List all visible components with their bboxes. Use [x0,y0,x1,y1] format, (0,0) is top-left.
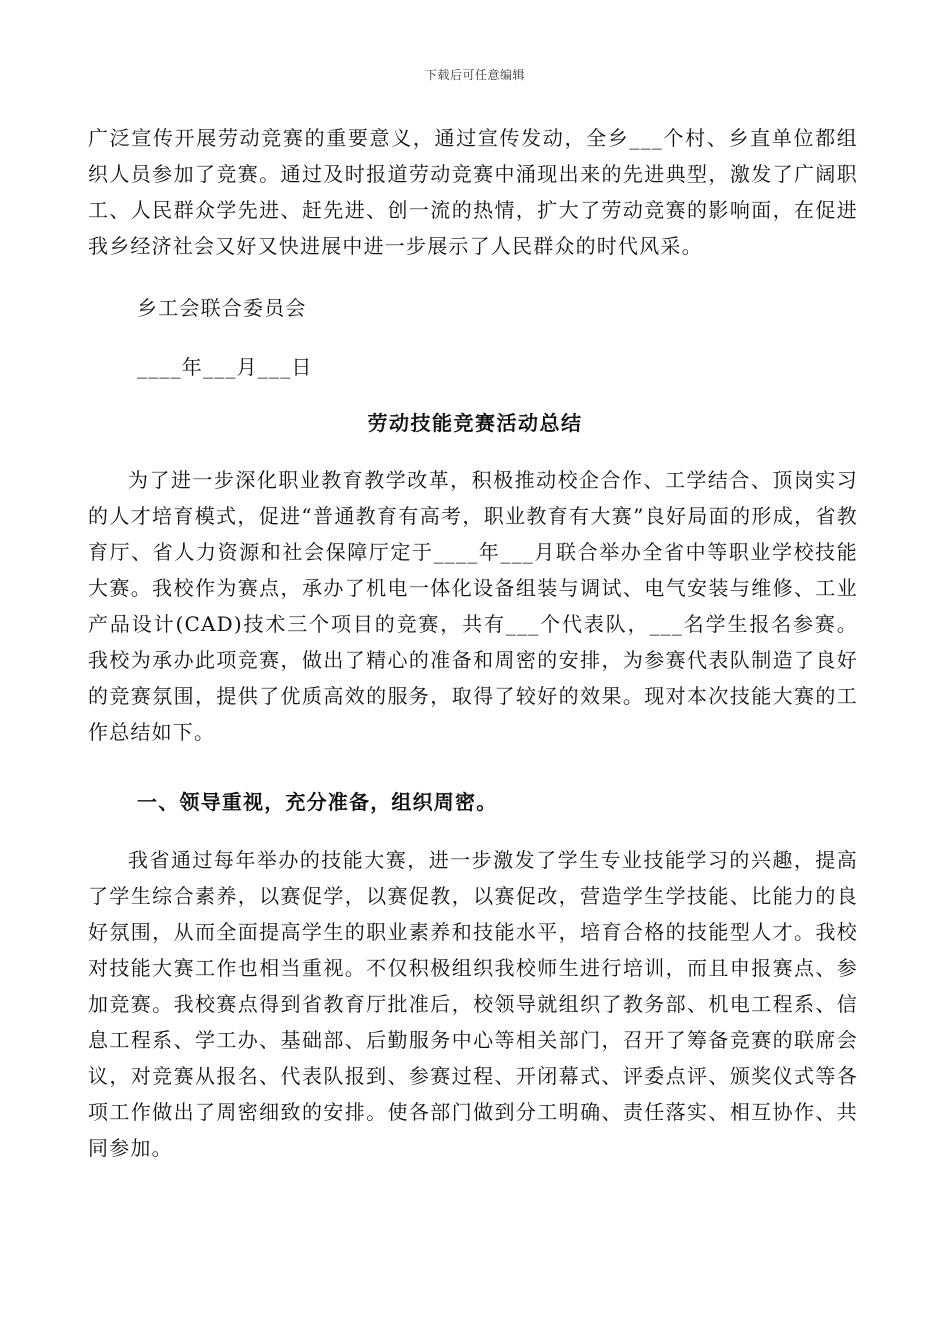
paragraph-introduction: 为了进一步深化职业教育教学改革，积极推动校企合作、工学结合、顶岗实习的人才培育模式，促进“普通教育有高考，职业教育有大赛”良好局面的形成，省教育厅、省人力资源和社会保障厅定于____年___月联合举办全省中等职业学校技能大赛。我校作为赛点，承办了机电一体化设备组装与调试、电气安装与维修、工业产品设计(CAD)技术三个项目的竞赛，共有___个代表队，___名学生报名参赛。我校为承办此项竞赛，做出了精心的准备和周密的安排，为参赛代表队制造了良好的竞赛氛围，提供了优质高效的服务，取得了较好的效果。现对本次技能大赛的工作总结如下。 [88,468,858,744]
paragraph-campaign-summary: 广泛宣传开展劳动竞赛的重要意义，通过宣传发动，全乡___个村、乡直单位都组织人员参加了竞赛。通过及时报道劳动竞赛中涌现出来的先进典型，激发了广阔职工、人民群众学先进、赶先进、创一流的热情，扩大了劳动竞赛的影响面，在促进我乡经济社会又好又快进展中进一步展示了人民群众的时代风采。 [88,126,858,258]
signature-organization: 乡工会联合委员会 [137,296,307,320]
paragraph-section-1: 我省通过每年举办的技能大赛，进一步激发了学生专业技能学习的兴趣，提高了学生综合素养，以赛促学，以赛促教，以赛促改，营造学生学技能、比能力的良好氛围，从而全面提高学生的职业素养和技能水平，培育合格的技能型人才。我校对技能大赛工作也相当重视。不仅积极组织我校师生进行培训，而且申报赛点、参加竞赛。我校赛点得到省教育厅批准后，校领导就组织了教务部、机电工程系、信息工程系、学工办、基础部、后勤服务中心等相关部门，召开了筹备竞赛的联席会议，对竞赛从报名、代表队报到、参赛过程、开闭幕式、评委点评、颁奖仪式等各项工作做出了周密细致的安排。使各部门做到分工明确、责任落实、相互协作、共同参加。 [88,848,858,1160]
header-note: 下载后可任意编辑 [424,68,525,82]
signature-date: ____年___月___日 [137,355,313,379]
document-title: 劳动技能竞赛活动总结 [367,411,583,435]
section-heading-1: 一、领导重视，充分准备，组织周密。 [137,790,498,814]
